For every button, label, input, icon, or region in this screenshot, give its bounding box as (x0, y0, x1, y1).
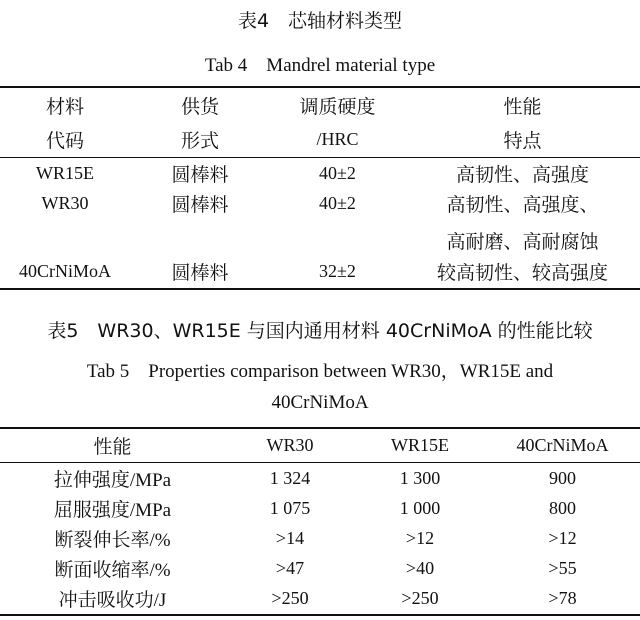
property-unit: /% (149, 559, 171, 581)
table5-caption-en-line1: Tab 5 Properties comparison between WR30，WR15E and (86, 361, 554, 382)
table-row (0, 158, 640, 188)
material-code: WR15E (36, 162, 94, 183)
table4-header-code-line2: 代码 (45, 129, 84, 152)
property-unit: /MPa (129, 499, 172, 521)
wr30-value: 1 075 (269, 497, 311, 518)
supply-form: 圆棒料 (171, 261, 229, 284)
hardness-value: 40±2 (319, 192, 356, 213)
table-row (0, 553, 640, 583)
property-cell (0, 493, 225, 523)
table5-header-wr30: WR30 (266, 434, 314, 455)
property-name: 冲击吸收功 (58, 588, 154, 611)
table5-caption-cn: 表5 WR30、WR15E 与国内通用材料 40CrNiMoA 的性能比较 (47, 320, 593, 342)
feature-text: 高耐磨、高耐腐蚀 (446, 231, 599, 253)
table-row-continuation (0, 218, 640, 256)
40crnimoa-value: >55 (548, 557, 577, 578)
40crnimoa-value: 800 (549, 497, 576, 518)
table4-body (0, 158, 640, 286)
table5-header (0, 429, 640, 461)
table4-header-features-line1: 性能 (503, 95, 542, 118)
table4-caption-cn: 表4 芯轴材料类型 (237, 10, 403, 32)
supply-form: 圆棒料 (171, 193, 229, 216)
table4-header-code-line1: 材料 (45, 95, 84, 118)
table4-bottom-rule (0, 288, 640, 290)
property-name: 拉伸强度 (53, 468, 130, 491)
40crnimoa-value: >78 (548, 587, 577, 608)
table-row (0, 493, 640, 523)
wr15e-value: >12 (405, 527, 435, 548)
wr15e-value: 1 300 (399, 467, 441, 488)
material-code: 40CrNiMoA (18, 260, 111, 281)
40crnimoa-value: 900 (549, 467, 576, 488)
hardness-value: 40±2 (319, 162, 356, 183)
material-code: WR30 (41, 192, 89, 213)
supply-form: 圆棒料 (171, 163, 229, 186)
table4-header-hardness-line1: 调质硬度 (299, 95, 376, 118)
property-name: 断裂伸长率 (54, 528, 150, 551)
feature-text: 较高韧性、较高强度 (436, 261, 608, 284)
table4-header-form-line2: 形式 (180, 129, 219, 152)
property-cell (0, 583, 225, 613)
feature-text: 高韧性、高强度 (455, 163, 589, 186)
wr30-value: >14 (275, 527, 305, 548)
property-unit: /MPa (129, 469, 172, 491)
table-row (0, 256, 640, 286)
table4-header-form-line1: 供货 (180, 95, 219, 118)
table4-header (0, 88, 640, 156)
table-row (0, 583, 640, 613)
property-cell (0, 553, 225, 583)
wr15e-value: >250 (401, 587, 439, 608)
wr30-value: >47 (275, 557, 305, 578)
table4-header-features-line2: 特点 (503, 129, 542, 152)
property-unit: /% (149, 529, 171, 551)
property-cell (0, 463, 225, 493)
wr15e-value: 1 000 (399, 497, 441, 518)
wr30-value: >250 (271, 587, 309, 608)
wr30-value: 1 324 (269, 467, 311, 488)
table4-caption-en: Tab 4 Mandrel material type (204, 55, 436, 76)
table-row (0, 523, 640, 553)
table-row (0, 463, 640, 493)
40crnimoa-value: >12 (548, 527, 577, 548)
table5-caption-en-line2: 40CrNiMoA (271, 392, 369, 413)
table5-body (0, 463, 640, 613)
wr15e-value: >40 (405, 557, 435, 578)
property-unit: /J (153, 589, 167, 611)
table5-header-wr15e: WR15E (391, 434, 449, 455)
hardness-value: 32±2 (319, 260, 356, 281)
table5-header-40crnimoa: 40CrNiMoA (516, 434, 609, 455)
table-row (0, 188, 640, 218)
table5-header-property: 性能 (93, 435, 132, 458)
property-cell (0, 523, 225, 553)
property-name: 屈服强度 (53, 498, 130, 521)
table5-bottom-rule (0, 614, 640, 616)
property-name: 断面收缩率 (54, 558, 150, 581)
feature-text: 高韧性、高强度、 (446, 193, 599, 216)
table4-header-hardness-line2: /HRC (316, 128, 359, 149)
